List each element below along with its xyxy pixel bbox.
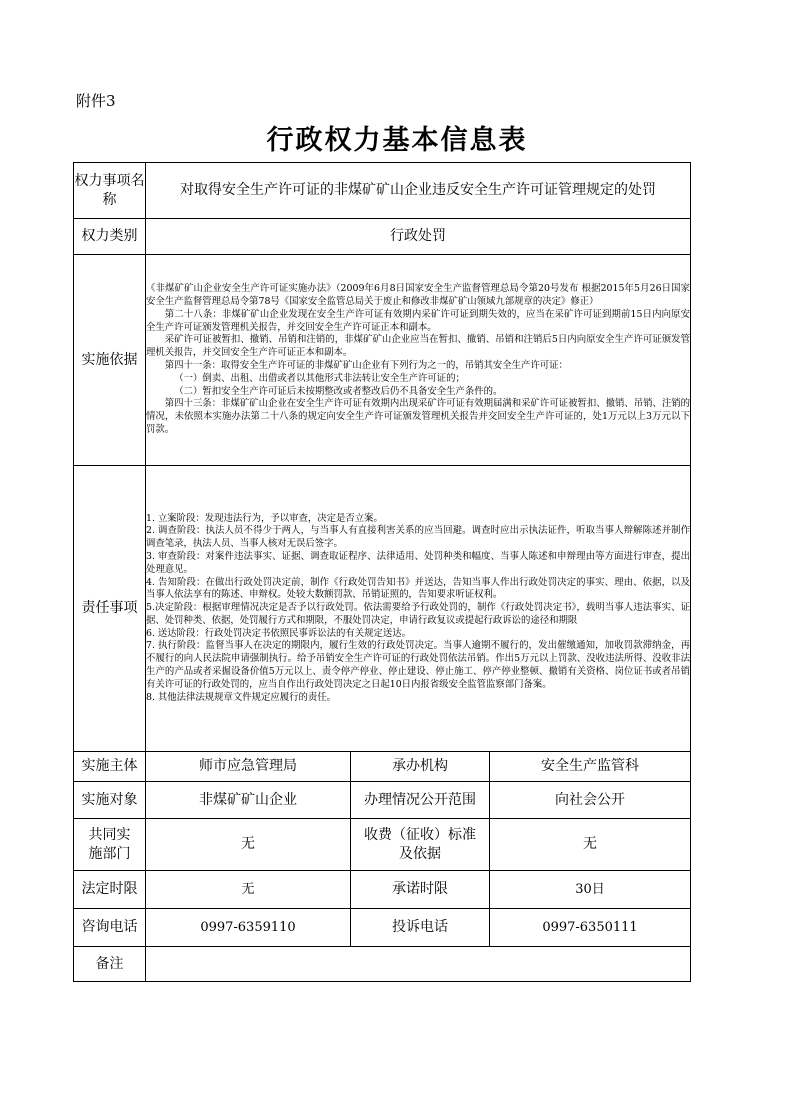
- row-subject: [74, 752, 691, 782]
- label-power-category: 权力类别: [74, 219, 146, 255]
- row-power-item: [74, 163, 691, 219]
- label-disclosure: 办理情况公开范围: [351, 782, 490, 819]
- basis-paragraph: 采矿许可证被暂扣、撤销、吊销和注销的，非煤矿矿山企业应当在暂扣、撤销、吊销和注销后5日内向原安全生产许可证颁发管理机关报告，并交回安全生产许可证正本和副本。: [146, 334, 690, 359]
- label-joint: 共同实施部门: [74, 819, 146, 871]
- label-subject: 实施主体: [74, 752, 146, 782]
- value-fee: 无: [490, 819, 691, 871]
- page-title: 行政权力基本信息表: [266, 125, 528, 156]
- responsibility-paragraph: 8. 其他法律法规规章文件规定应履行的责任。: [146, 691, 337, 703]
- label-basis: 实施依据: [74, 255, 146, 466]
- value-complaint-phone: 0997-6350111: [490, 909, 691, 947]
- row-joint: [74, 819, 691, 871]
- label-consult-phone: 咨询电话: [74, 909, 146, 947]
- label-remarks: 备注: [74, 947, 146, 982]
- basis-text: [146, 255, 691, 466]
- label-promise-time: 承诺时限: [351, 871, 490, 909]
- row-basis: [74, 255, 691, 466]
- label-fee: 收费（征收）标准及依据: [351, 819, 490, 871]
- basis-paragraph: 第四十三条：非煤矿矿山企业在安全生产许可证有效期内出现采矿许可证有效期届满和采矿许可证被暂扣、撤销、吊销、注销的情况，未依照本实施办法第二十八条的规定向安全生产许可证颁发管理机关报告并交回安全生产许可证的，处1万元以上3万元以下罚款。: [146, 398, 690, 435]
- value-power-category: 行政处罚: [146, 219, 691, 255]
- responsibility-paragraph: 6. 送达阶段：行政处罚决定书依照民事诉讼法的有关规定送达。: [146, 627, 412, 639]
- basis-paragraph: （二）暂扣安全生产许可证后未按期整改或者整改后仍不具备安全生产条件的。: [174, 385, 503, 397]
- value-power-item: 对取得安全生产许可证的非煤矿矿山企业违反安全生产许可证管理规定的处罚: [146, 163, 691, 219]
- value-promise-time: 30日: [490, 871, 691, 909]
- responsibility-paragraph: 2. 调查阶段：执法人员不得少于两人，与当事人有直接利害关系的应当回避。调查时应出示执法证件，听取当事人辩解陈述并制作调查笔录，执法人员、当事人核对无误后签字。: [146, 525, 690, 550]
- value-disclosure: 向社会公开: [490, 782, 691, 819]
- responsibility-paragraph: 7. 执行阶段：监督当事人在决定的期限内，履行生效的行政处罚决定。当事人逾期不履行的，发出催缴通知，加收罚款滞纳金，再不履行的向人民法院申请强制执行。给予吊销安全生产许可证的行政处罚依法吊销。作出5万元以上罚款、没收违法所得、没收非法生产的产品或者采掘设备价值5万元以上、责令停产停业、停止建设、停止施工、停产停业整顿、撤销有关资格、岗位证书或者吊销有关许可证的行政处罚的，应当自作出行政处罚决定之日起10日内报省级安全监管监察部门备案。: [146, 640, 690, 690]
- basis-paragraph: 《非煤矿矿山企业安全生产许可证实施办法》（2009年6月8日国家安全生产监督管理总局令第20号发布 根据2015年5月26日国家安全生产监督管理总局令第78号《国家安全监管总局关于废止和修改非煤矿矿山领域九部规章的决定》修正）: [146, 283, 690, 308]
- value-subject: 师市应急管理局: [146, 752, 351, 782]
- basis-paragraph: （一）倒卖、出租、出借或者以其他形式非法转让安全生产许可证的；: [174, 372, 465, 384]
- responsibility-paragraph: 4. 告知阶段：在做出行政处罚决定前，制作《行政处罚告知书》并送达，告知当事人作出行政处罚决定的事实、理由、依据，以及当事人依法享有的陈述、申辩权。处较大数额罚款、吊销证照的，告知要求听证权利。: [146, 576, 690, 601]
- info-table: [73, 162, 691, 982]
- value-consult-phone: 0997-6359110: [146, 909, 351, 947]
- responsibility-paragraph: 3. 审查阶段：对案件违法事实、证据、调查取证程序、法律适用、处罚种类和幅度、当事人陈述和申辩理由等方面进行审查，提出处理意见。: [146, 550, 690, 575]
- row-responsibility: [74, 466, 691, 752]
- responsibility-paragraph: 1. 立案阶段：发现违法行为，予以审查，决定是否立案。: [146, 512, 383, 524]
- basis-paragraph: 第四十一条：取得安全生产许可证的非煤矿矿山企业有下列行为之一的，吊销其安全生产许可证：: [164, 360, 568, 371]
- label-target: 实施对象: [74, 782, 146, 819]
- row-target: [74, 782, 691, 819]
- value-time-limit: 无: [146, 871, 351, 909]
- attachment-label: 附件3: [76, 92, 116, 110]
- label-time-limit: 法定时限: [74, 871, 146, 909]
- responsibility-paragraph: 5.决定阶段：根据审理情况决定是否予以行政处罚。依法需要给予行政处罚的，制作《行政处罚决定书》，载明当事人违法事实、证据、处罚种类、依据，处罚履行方式和期限，不服处罚决定，申请行政复议或提起行政诉讼的途径和期限: [146, 602, 690, 626]
- basis-paragraph: 第二十八条：非煤矿矿山企业发现在安全生产许可证有效期内采矿许可证到期失效的，应当在采矿许可证到期前15日内向原安全生产许可证颁发管理机关报告，并交回安全生产许可证正本和副本。: [146, 308, 690, 333]
- label-power-item: 权力事项名称: [74, 163, 146, 219]
- row-power-category: [74, 219, 691, 255]
- value-joint: 无: [146, 819, 351, 871]
- responsibility-text: [146, 466, 691, 752]
- row-time-limit: [74, 871, 691, 909]
- value-agency: 安全生产监管科: [490, 752, 691, 782]
- label-agency: 承办机构: [351, 752, 490, 782]
- label-complaint-phone: 投诉电话: [351, 909, 490, 947]
- row-phone: [74, 909, 691, 947]
- value-remarks: [146, 947, 691, 982]
- row-remarks: [74, 947, 691, 982]
- label-responsibility: 责任事项: [74, 466, 146, 752]
- value-target: 非煤矿矿山企业: [146, 782, 351, 819]
